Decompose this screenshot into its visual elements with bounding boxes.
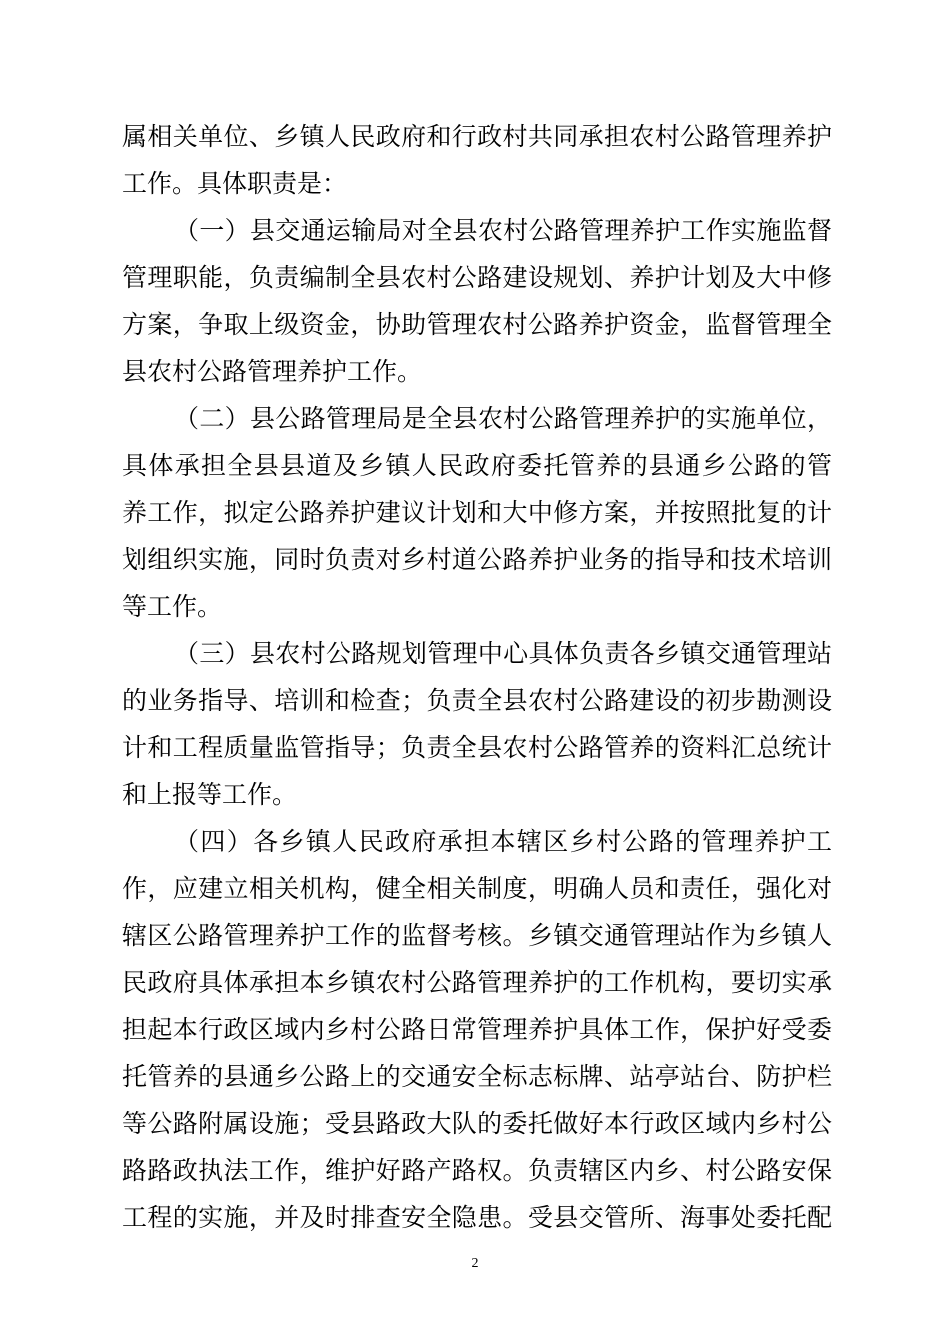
text-line: 的业务指导、培训和检查；负责全县农村公路建设的初步勘测设 — [122, 686, 832, 715]
text-line: 方案，争取上级资金，协助管理农村公路养护资金，监督管理全 — [122, 310, 832, 339]
text-line: 托管养的县通乡公路上的交通安全标志标牌、站亭站台、防护栏 — [122, 1062, 832, 1091]
text-line: 划组织实施，同时负责对乡村道公路养护业务的指导和技术培训 — [122, 545, 832, 574]
text-line: （一）县交通运输局对全县农村公路管理养护工作实施监督 — [174, 216, 832, 245]
text-line: （四）各乡镇人民政府承担本辖区乡村公路的管理养护工 — [174, 827, 832, 856]
text-line: 担起本行政区域内乡村公路日常管理养护具体工作，保护好受委 — [122, 1015, 832, 1044]
text-line: 具体承担全县县道及乡镇人民政府委托管养的县通乡公路的管 — [122, 451, 832, 480]
text-line: 作，应建立相关机构，健全相关制度，明确人员和责任，强化对 — [122, 874, 832, 903]
text-line: （二）县公路管理局是全县农村公路管理养护的实施单位， — [174, 404, 832, 433]
text-line: 属相关单位、乡镇人民政府和行政村共同承担农村公路管理养护 — [122, 122, 832, 151]
text-line: 辖区公路管理养护工作的监督考核。乡镇交通管理站作为乡镇人 — [122, 921, 832, 950]
text-line: 路路政执法工作，维护好路产路权。负责辖区内乡、村公路安保 — [122, 1156, 832, 1185]
text-line: （三）县农村公路规划管理中心具体负责各乡镇交通管理站 — [174, 639, 832, 668]
page-number: 2 — [471, 1256, 479, 1271]
text-line: 计和工程质量监管指导；负责全县农村公路管养的资料汇总统计 — [122, 733, 832, 762]
text-line: 管理职能，负责编制全县农村公路建设规划、养护计划及大中修 — [122, 263, 832, 292]
body-text — [122, 113, 832, 1241]
text-line: 县农村公路管理养护工作。 — [122, 357, 423, 386]
text-line: 和上报等工作。 — [122, 780, 298, 809]
text-line: 等工作。 — [122, 592, 223, 621]
text-line: 工作。具体职责是： — [122, 169, 348, 198]
text-line: 民政府具体承担本乡镇农村公路管理养护的工作机构，要切实承 — [122, 968, 832, 997]
text-line: 工程的实施，并及时排查安全隐患。受县交管所、海事处委托配 — [122, 1203, 832, 1232]
text-line: 等公路附属设施；受县路政大队的委托做好本行政区域内乡村公 — [122, 1109, 832, 1138]
text-line: 养工作，拟定公路养护建议计划和大中修方案，并按照批复的计 — [122, 498, 832, 527]
